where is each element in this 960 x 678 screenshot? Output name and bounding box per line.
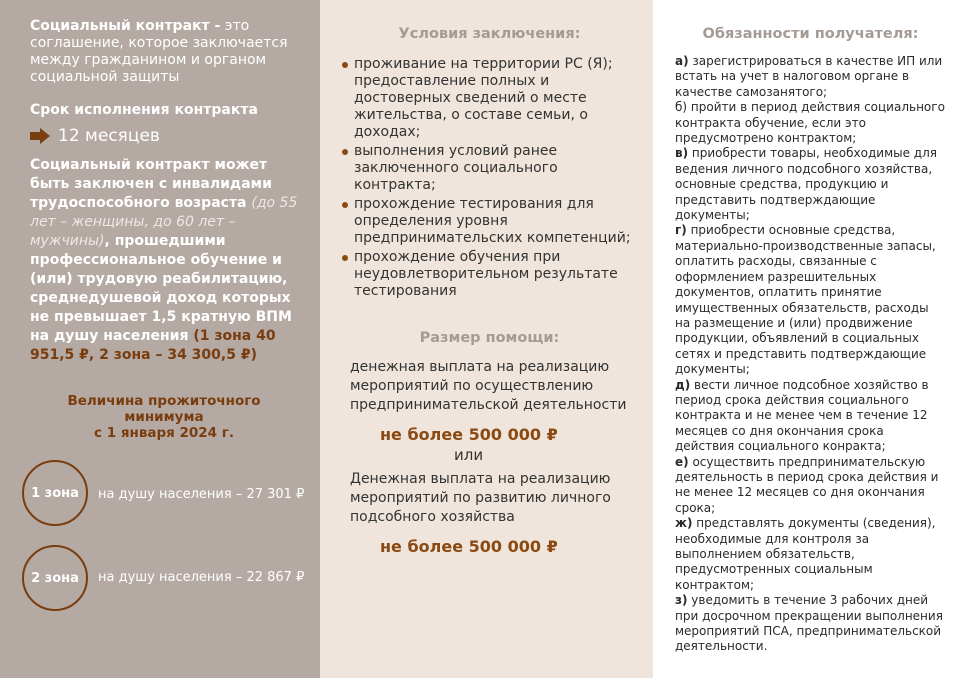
duty-text: приобрести основные средства, материально-производственные запасы, оплатить расходы, связанные с оформлением разрешительных документов, оплатить принятие имущественных обязательств, расходы на размещение и (или) продвижение продукции, объявлений в социальных сетях и представить подтверждающие документы;: [675, 223, 936, 377]
duty-text: пройти в период действия социального контракта обучение, если это предусмотрено контрактом;: [675, 100, 945, 146]
duty-letter: ж): [675, 516, 693, 531]
aid-text-business: денежная выплата на реализацию мероприятий по осуществлению предпринимательской деятельности: [350, 359, 627, 413]
conditions-title: Условия заключения:: [398, 26, 581, 42]
term-value: 12 месяцев: [58, 126, 160, 146]
duty-text: осуществить предпринимательскую деятельность в период срока действия и не менее 12 месяцев со дня окончания срока;: [675, 454, 939, 515]
duty-letter: д): [675, 377, 691, 392]
arrow-right-icon: [30, 128, 50, 144]
duty-letter: в): [675, 146, 689, 161]
intro-bold: Социальный контракт -: [30, 18, 221, 34]
condition-text: проживание на территории РС (Я); предоставление полных и достоверных сведений о месте жительства, о составе семьи, о доходах;: [354, 56, 613, 140]
duty-text: вести личное подсобное хозяйство в период срока действия социального контракта и не менее чем в течение 12 месяцев со дня окончания срока действия социального конракта;: [675, 377, 929, 454]
conditions-list: [342, 56, 637, 300]
duty-text: приобрести товары, необходимые для ведения личного подсобного хозяйства, основные средства, продукцию и представить подтверждающие документы;: [675, 146, 937, 223]
eligibility-zone-values: (1 зона 40 951,5 ₽, 2 зона – 34 300,5 ₽): [30, 328, 276, 363]
duties-list: [675, 54, 946, 655]
list-item: [342, 143, 637, 194]
eligibility-paragraph: [30, 156, 298, 365]
duty-item: [675, 378, 946, 455]
eligibility-text-b: , прошедшими профессиональное обучение и (или) трудовую реабилитацию, среднедушевой доход которых не превышает 1,5 кратную ВПМ на душу населения: [30, 233, 292, 344]
condition-text: выполнения условий ранее заключенного социального контракта;: [354, 143, 558, 193]
zone-1-circle: 1 зона: [22, 460, 88, 526]
list-item: [342, 196, 637, 247]
duty-letter: е): [675, 454, 689, 469]
bullet-icon: [342, 202, 348, 208]
left-panel: [0, 0, 320, 678]
intro-paragraph: [30, 18, 298, 86]
aid-text-household: Денежная выплата на реализацию мероприятий по развитию личного подсобного хозяйства: [350, 471, 611, 525]
or-separator: или: [454, 446, 484, 464]
zone-2-text: на душу населения – 22 867 ₽: [98, 570, 305, 585]
list-item: [342, 56, 637, 141]
condition-text: прохождение обучения при неудовлетворительном результате тестирования: [354, 249, 618, 299]
duty-item: [675, 516, 946, 593]
subsistence-title-line-1: Величина прожиточного: [67, 393, 261, 409]
amount-business: не более 500 000 ₽: [380, 425, 558, 444]
duty-item: [675, 54, 946, 100]
duty-item: [675, 455, 946, 517]
eligibility-age-note: (до 55 лет – женщины, до 60 лет – мужчины): [30, 195, 298, 249]
bullet-icon: [342, 149, 348, 155]
subsistence-title-line-2: минимума: [124, 409, 204, 425]
amount-household: не более 500 000 ₽: [380, 537, 558, 556]
duty-item: [675, 146, 946, 223]
aid-title: Размер помощи:: [419, 330, 560, 346]
duty-text: представлять документы (сведения), необходимые для контроля за выполнением обязательств, предусмотренных социальным контрактом;: [675, 516, 936, 592]
duty-text: зарегистрироваться в качестве ИП или встать на учет в налоговом органе в качестве самозанятого;: [675, 54, 943, 99]
bullet-icon: [342, 255, 348, 261]
duty-letter: з): [675, 593, 688, 608]
condition-text: прохождение тестирования для определения уровня предпринимательских компетенций;: [354, 196, 631, 246]
duty-item: [675, 100, 946, 146]
right-panel: [653, 0, 960, 678]
subsistence-minimum-title: [30, 393, 298, 441]
list-item: [342, 249, 637, 300]
middle-panel: [320, 0, 653, 678]
intro-text: это соглашение, которое заключается между гражданином и органом социальной защиты: [30, 18, 288, 85]
subsistence-title-line-3: с 1 января 2024 г.: [94, 425, 234, 441]
duty-item: [675, 223, 946, 377]
zone-2-circle: 2 зона: [22, 545, 88, 611]
bullet-icon: [342, 62, 348, 68]
duties-title: Обязанности получателя:: [702, 26, 919, 42]
duty-item: [675, 593, 946, 655]
term-heading: Срок исполнения контракта: [30, 102, 258, 118]
duty-letter: а): [675, 54, 689, 68]
term-row: [30, 126, 298, 146]
duty-letter: г): [675, 223, 687, 238]
duty-text: уведомить в течение 3 рабочих дней при досрочном прекращении выполнения мероприятий ПСА, предпринимательской деятельности.: [675, 593, 943, 654]
eligibility-text-a: Социальный контракт может быть заключен с инвалидами трудоспособного возраста: [30, 157, 272, 211]
duty-letter: б): [675, 100, 688, 115]
zone-1-text: на душу населения – 27 301 ₽: [98, 487, 305, 502]
